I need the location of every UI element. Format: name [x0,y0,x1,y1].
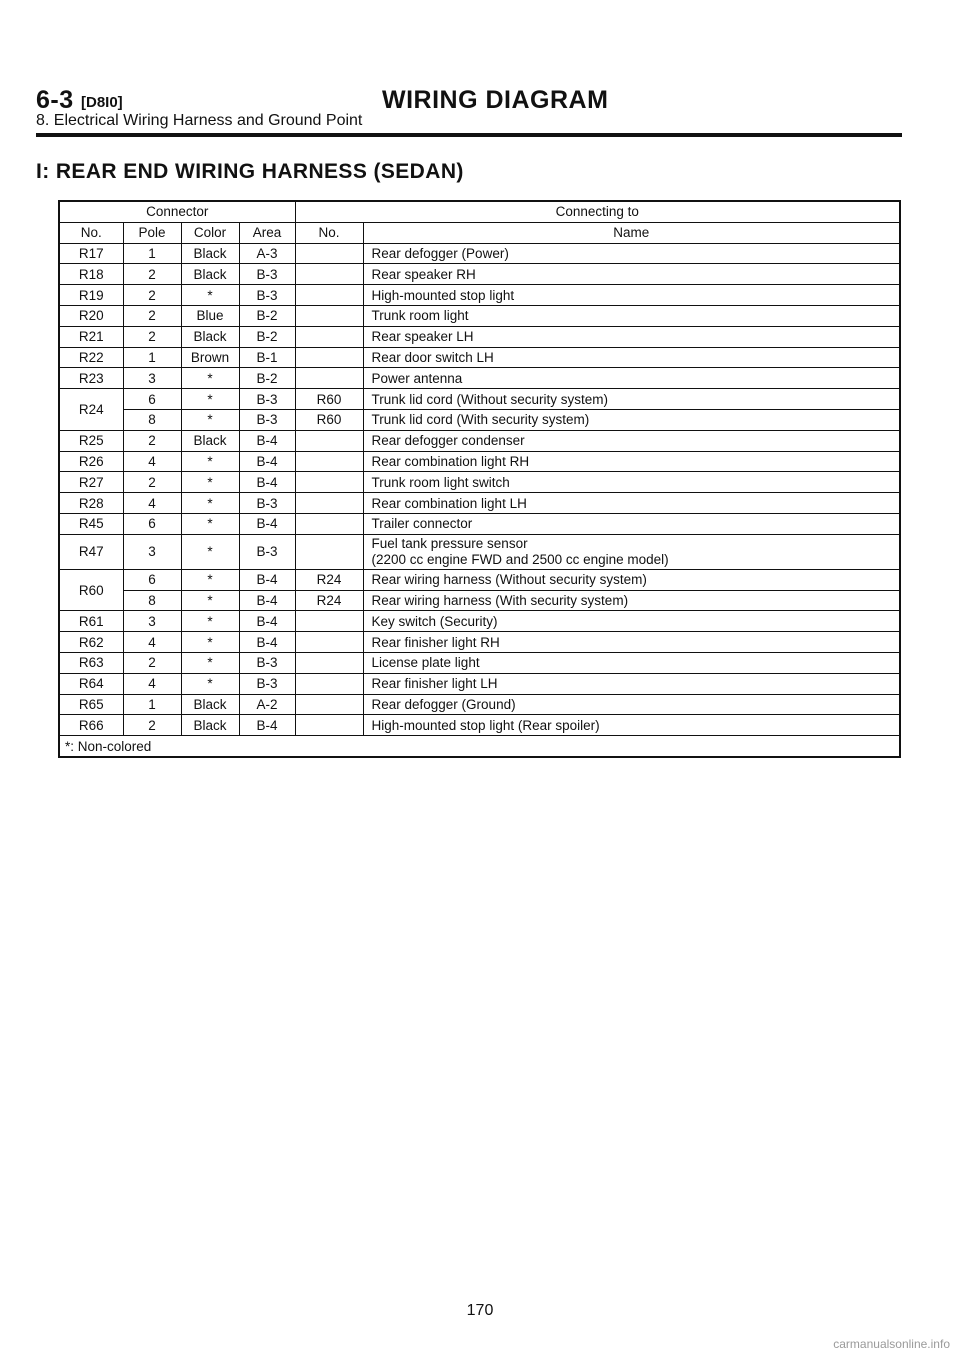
section-code: [D8I0] [81,94,123,111]
table-row [59,715,900,736]
cell-name: Rear defogger (Ground) [363,694,900,715]
cell-color: * [181,534,239,569]
table-row [59,534,900,569]
cell-area: B-3 [239,652,295,673]
cell-color: * [181,285,239,306]
cell-no: R19 [59,285,123,306]
cell-name: Rear combination light LH [363,493,900,514]
cell-conn-no: R24 [295,590,363,611]
col-header-pole: Pole [123,222,181,243]
cell-color: Black [181,715,239,736]
cell-pole: 2 [123,715,181,736]
cell-name: High-mounted stop light [363,285,900,306]
cell-conn-no [295,368,363,389]
cell-color: * [181,611,239,632]
table-footnote: *: Non-colored [59,736,900,757]
cell-color: * [181,632,239,653]
cell-color: * [181,569,239,590]
header-divider [36,133,902,137]
cell-name: Rear speaker LH [363,326,900,347]
cell-name: Trunk lid cord (Without security system) [363,389,900,410]
cell-conn-no [295,673,363,694]
cell-no: R20 [59,305,123,326]
cell-conn-no [295,243,363,264]
cell-area: B-3 [239,389,295,410]
table-row [59,673,900,694]
cell-name: Rear defogger condenser [363,430,900,451]
cell-name [363,534,900,569]
cell-no: R23 [59,368,123,389]
cell-conn-no [295,285,363,306]
cell-no: R28 [59,493,123,514]
cell-color: * [181,409,239,430]
cell-conn-no [295,472,363,493]
cell-pole: 4 [123,673,181,694]
column-header-row [59,222,900,243]
cell-pole: 4 [123,632,181,653]
cell-conn-no [295,493,363,514]
section-number: 6-3 [36,86,74,114]
cell-area: B-3 [239,264,295,285]
cell-pole: 2 [123,305,181,326]
cell-name: Rear finisher light RH [363,632,900,653]
cell-area: B-2 [239,368,295,389]
cell-conn-no [295,305,363,326]
cell-pole: 2 [123,430,181,451]
cell-name: Rear door switch LH [363,347,900,368]
cell-pole: 2 [123,472,181,493]
cell-color: * [181,673,239,694]
cell-area: B-4 [239,715,295,736]
footnote-row [59,736,900,757]
cell-conn-no [295,652,363,673]
table-head [59,201,900,243]
table-row [59,493,900,514]
group-header-connector: Connector [59,201,295,222]
cell-name: High-mounted stop light (Rear spoiler) [363,715,900,736]
cell-name: Rear wiring harness (Without security system) [363,569,900,590]
cell-no: R18 [59,264,123,285]
table-row [59,389,900,410]
group-header-connecting-to: Connecting to [295,201,900,222]
col-header-color: Color [181,222,239,243]
cell-no: R60 [59,569,123,611]
cell-color: Black [181,326,239,347]
table-row [59,326,900,347]
cell-conn-no [295,264,363,285]
cell-no: R27 [59,472,123,493]
table-row [59,285,900,306]
cell-pole: 3 [123,611,181,632]
cell-no: R17 [59,243,123,264]
cell-color: * [181,513,239,534]
cell-conn-no [295,451,363,472]
cell-pole: 8 [123,590,181,611]
connector-table [58,200,901,758]
cell-conn-no [295,611,363,632]
table-row [59,409,900,430]
table-row [59,430,900,451]
cell-color: * [181,451,239,472]
table-row [59,632,900,653]
table-row [59,243,900,264]
table-body [59,243,900,757]
cell-color: * [181,493,239,514]
cell-conn-no: R60 [295,409,363,430]
cell-color: Black [181,243,239,264]
section-subtitle: 8. Electrical Wiring Harness and Ground Point [36,112,363,129]
cell-name: Trunk room light [363,305,900,326]
cell-conn-no: R24 [295,569,363,590]
table-row [59,513,900,534]
cell-conn-no [295,430,363,451]
cell-area: B-4 [239,632,295,653]
cell-name: Rear wiring harness (With security system) [363,590,900,611]
table-row [59,611,900,632]
cell-area: B-3 [239,534,295,569]
cell-pole: 4 [123,493,181,514]
page-title: I: REAR END WIRING HARNESS (SEDAN) [36,160,464,183]
cell-no: R47 [59,534,123,569]
cell-pole: 6 [123,569,181,590]
cell-area: A-3 [239,243,295,264]
cell-conn-no [295,347,363,368]
cell-name: Rear defogger (Power) [363,243,900,264]
cell-pole: 1 [123,243,181,264]
cell-area: B-3 [239,409,295,430]
cell-conn-no [295,534,363,569]
cell-pole: 2 [123,652,181,673]
cell-name: Trailer connector [363,513,900,534]
cell-pole: 2 [123,326,181,347]
cell-area: A-2 [239,694,295,715]
table-row [59,472,900,493]
cell-no: R65 [59,694,123,715]
section-title: WIRING DIAGRAM [382,86,609,114]
cell-pole: 1 [123,694,181,715]
cell-name: Power antenna [363,368,900,389]
cell-name: Rear combination light RH [363,451,900,472]
cell-area: B-4 [239,472,295,493]
cell-conn-no [295,694,363,715]
cell-no: R21 [59,326,123,347]
cell-area: B-3 [239,493,295,514]
cell-area: B-4 [239,569,295,590]
table-row [59,694,900,715]
cell-pole: 1 [123,347,181,368]
page-number: 170 [466,1302,494,1319]
cell-area: B-4 [239,611,295,632]
cell-area: B-4 [239,430,295,451]
cell-area: B-3 [239,673,295,694]
cell-pole: 2 [123,285,181,306]
cell-no: R62 [59,632,123,653]
table-row [59,368,900,389]
cell-name: License plate light [363,652,900,673]
table-row [59,305,900,326]
table-row [59,652,900,673]
cell-area: B-3 [239,285,295,306]
cell-color: Black [181,694,239,715]
cell-no: R64 [59,673,123,694]
cell-area: B-2 [239,326,295,347]
cell-no: R45 [59,513,123,534]
cell-pole: 2 [123,264,181,285]
col-header-no: No. [59,222,123,243]
cell-conn-no [295,326,363,347]
cell-color: Black [181,264,239,285]
col-header-name: Name [363,222,900,243]
cell-pole: 3 [123,534,181,569]
cell-color: * [181,652,239,673]
cell-name: Key switch (Security) [363,611,900,632]
cell-name-line2: (2200 cc engine FWD and 2500 cc engine model) [371,551,669,567]
cell-no: R66 [59,715,123,736]
cell-area: B-1 [239,347,295,368]
cell-no: R22 [59,347,123,368]
cell-name: Trunk lid cord (With security system) [363,409,900,430]
cell-no: R25 [59,430,123,451]
cell-area: B-2 [239,305,295,326]
cell-conn-no [295,715,363,736]
col-header-conn-no: No. [295,222,363,243]
cell-pole: 6 [123,513,181,534]
cell-color: Blue [181,305,239,326]
cell-color: Brown [181,347,239,368]
watermark: carmanualsonline.info [833,1337,950,1351]
cell-color: Black [181,430,239,451]
cell-area: B-4 [239,590,295,611]
cell-name-line1: Fuel tank pressure sensor [371,535,528,551]
cell-area: B-4 [239,513,295,534]
table-row [59,264,900,285]
cell-color: * [181,590,239,611]
cell-no: R63 [59,652,123,673]
cell-conn-no: R60 [295,389,363,410]
cell-name: Rear finisher light LH [363,673,900,694]
cell-pole: 6 [123,389,181,410]
cell-name: Trunk room light switch [363,472,900,493]
cell-name: Rear speaker RH [363,264,900,285]
col-header-area: Area [239,222,295,243]
cell-color: * [181,472,239,493]
table-row [59,451,900,472]
cell-conn-no [295,632,363,653]
group-header-row [59,201,900,222]
cell-pole: 4 [123,451,181,472]
table-row [59,590,900,611]
table-row [59,569,900,590]
cell-area: B-4 [239,451,295,472]
cell-pole: 3 [123,368,181,389]
cell-no: R24 [59,389,123,431]
cell-no: R61 [59,611,123,632]
cell-no: R26 [59,451,123,472]
cell-color: * [181,368,239,389]
cell-pole: 8 [123,409,181,430]
cell-conn-no [295,513,363,534]
cell-color: * [181,389,239,410]
table-row [59,347,900,368]
